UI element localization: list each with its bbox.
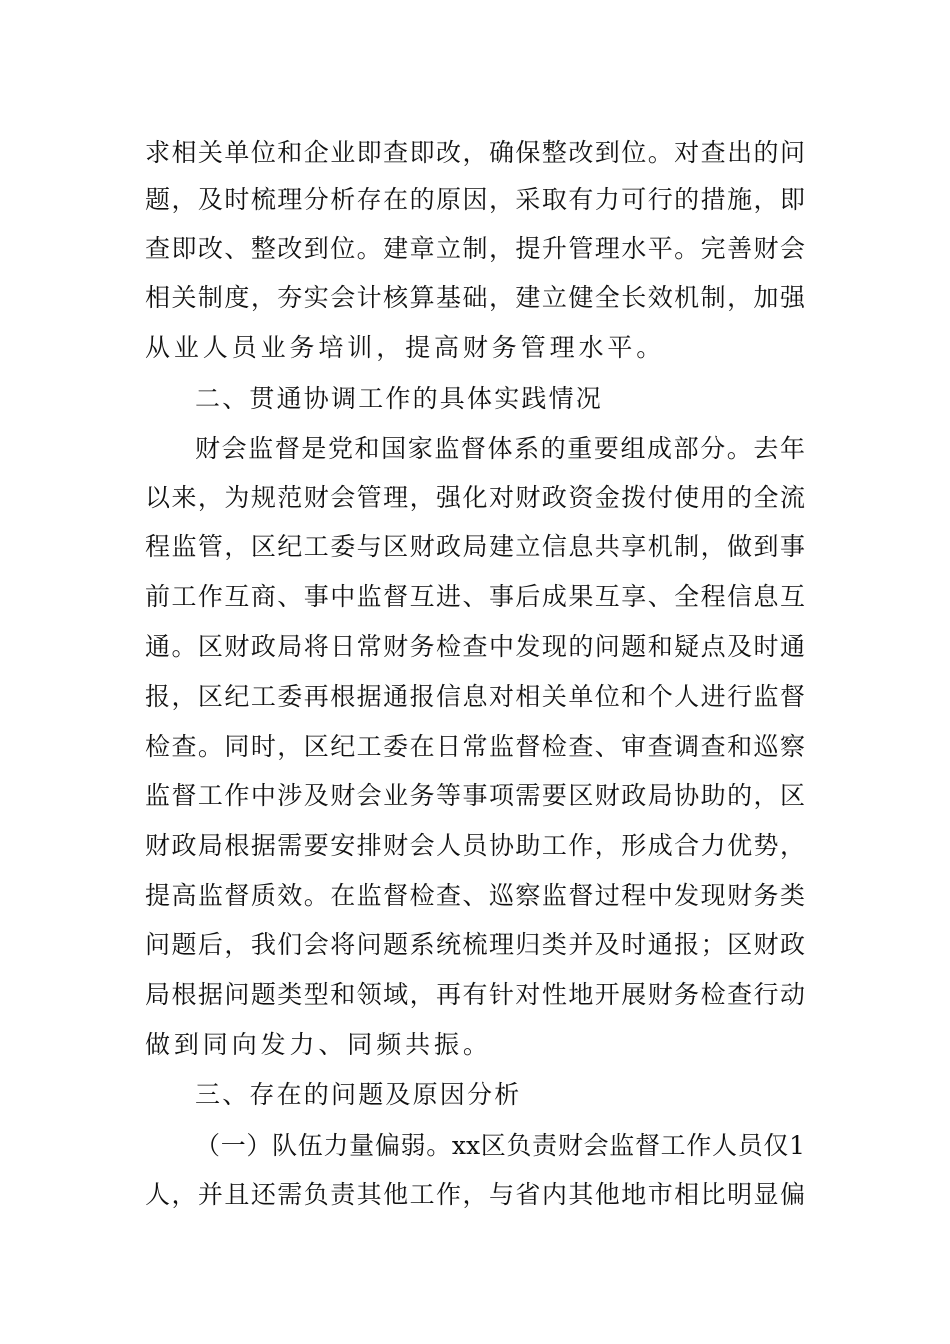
body-text-line: 前工作互商、事中监督互进、事后成果互享、全程信息互 xyxy=(145,582,805,611)
body-text-line: 财政局根据需要安排财会人员协助工作，形成合力优势， xyxy=(145,831,805,860)
body-text-line: 问题后，我们会将问题系统梳理归类并及时通报；区财政 xyxy=(145,930,805,959)
body-text-line: 财会监督是党和国家监督体系的重要组成部分。去年 xyxy=(195,434,805,463)
body-text-line: 做到同向发力、同频共振。 xyxy=(145,1030,492,1059)
body-text-line: 相关制度，夯实会计核算基础，建立健全长效机制，加强 xyxy=(145,283,805,312)
body-text-line: 查即改、整改到位。建章立制，提升管理水平。完善财会 xyxy=(145,234,805,263)
body-text-line: 报，区纪工委再根据通报信息对相关单位和个人进行监督 xyxy=(145,682,805,711)
section-heading: 三、存在的问题及原因分析 xyxy=(195,1080,522,1109)
section-heading: 二、贯通协调工作的具体实践情况 xyxy=(195,384,604,413)
body-text-line: 以来，为规范财会管理，强化对财政资金拨付使用的全流 xyxy=(145,483,805,512)
body-text-line: 程监管，区纪工委与区财政局建立信息共享机制，做到事 xyxy=(145,532,805,561)
body-text-line: 局根据问题类型和领域，再有针对性地开展财务检查行动 xyxy=(145,980,805,1009)
body-text-line: 提高监督质效。在监督检查、巡察监督过程中发现财务类 xyxy=(145,881,805,910)
body-text-line: 从业人员业务培训，提高财务管理水平。 xyxy=(145,333,666,362)
body-text-line: 题，及时梳理分析存在的原因，采取有力可行的措施，即 xyxy=(145,185,805,214)
body-text-line: 监督工作中涉及财会业务等事项需要区财政局协助的，区 xyxy=(145,781,805,810)
body-text-line: 通。区财政局将日常财务检查中发现的问题和疑点及时通 xyxy=(145,632,805,661)
body-text-line: 人，并且还需负责其他工作，与省内其他地市相比明显偏 xyxy=(145,1180,805,1209)
body-text-line: 求相关单位和企业即查即改，确保整改到位。对查出的问 xyxy=(145,138,805,167)
body-text-line: 检查。同时，区纪工委在日常监督检查、审查调查和巡察 xyxy=(145,732,805,761)
body-text-line: （一）队伍力量偏弱。xx区负责财会监督工作人员仅1 xyxy=(195,1131,805,1160)
